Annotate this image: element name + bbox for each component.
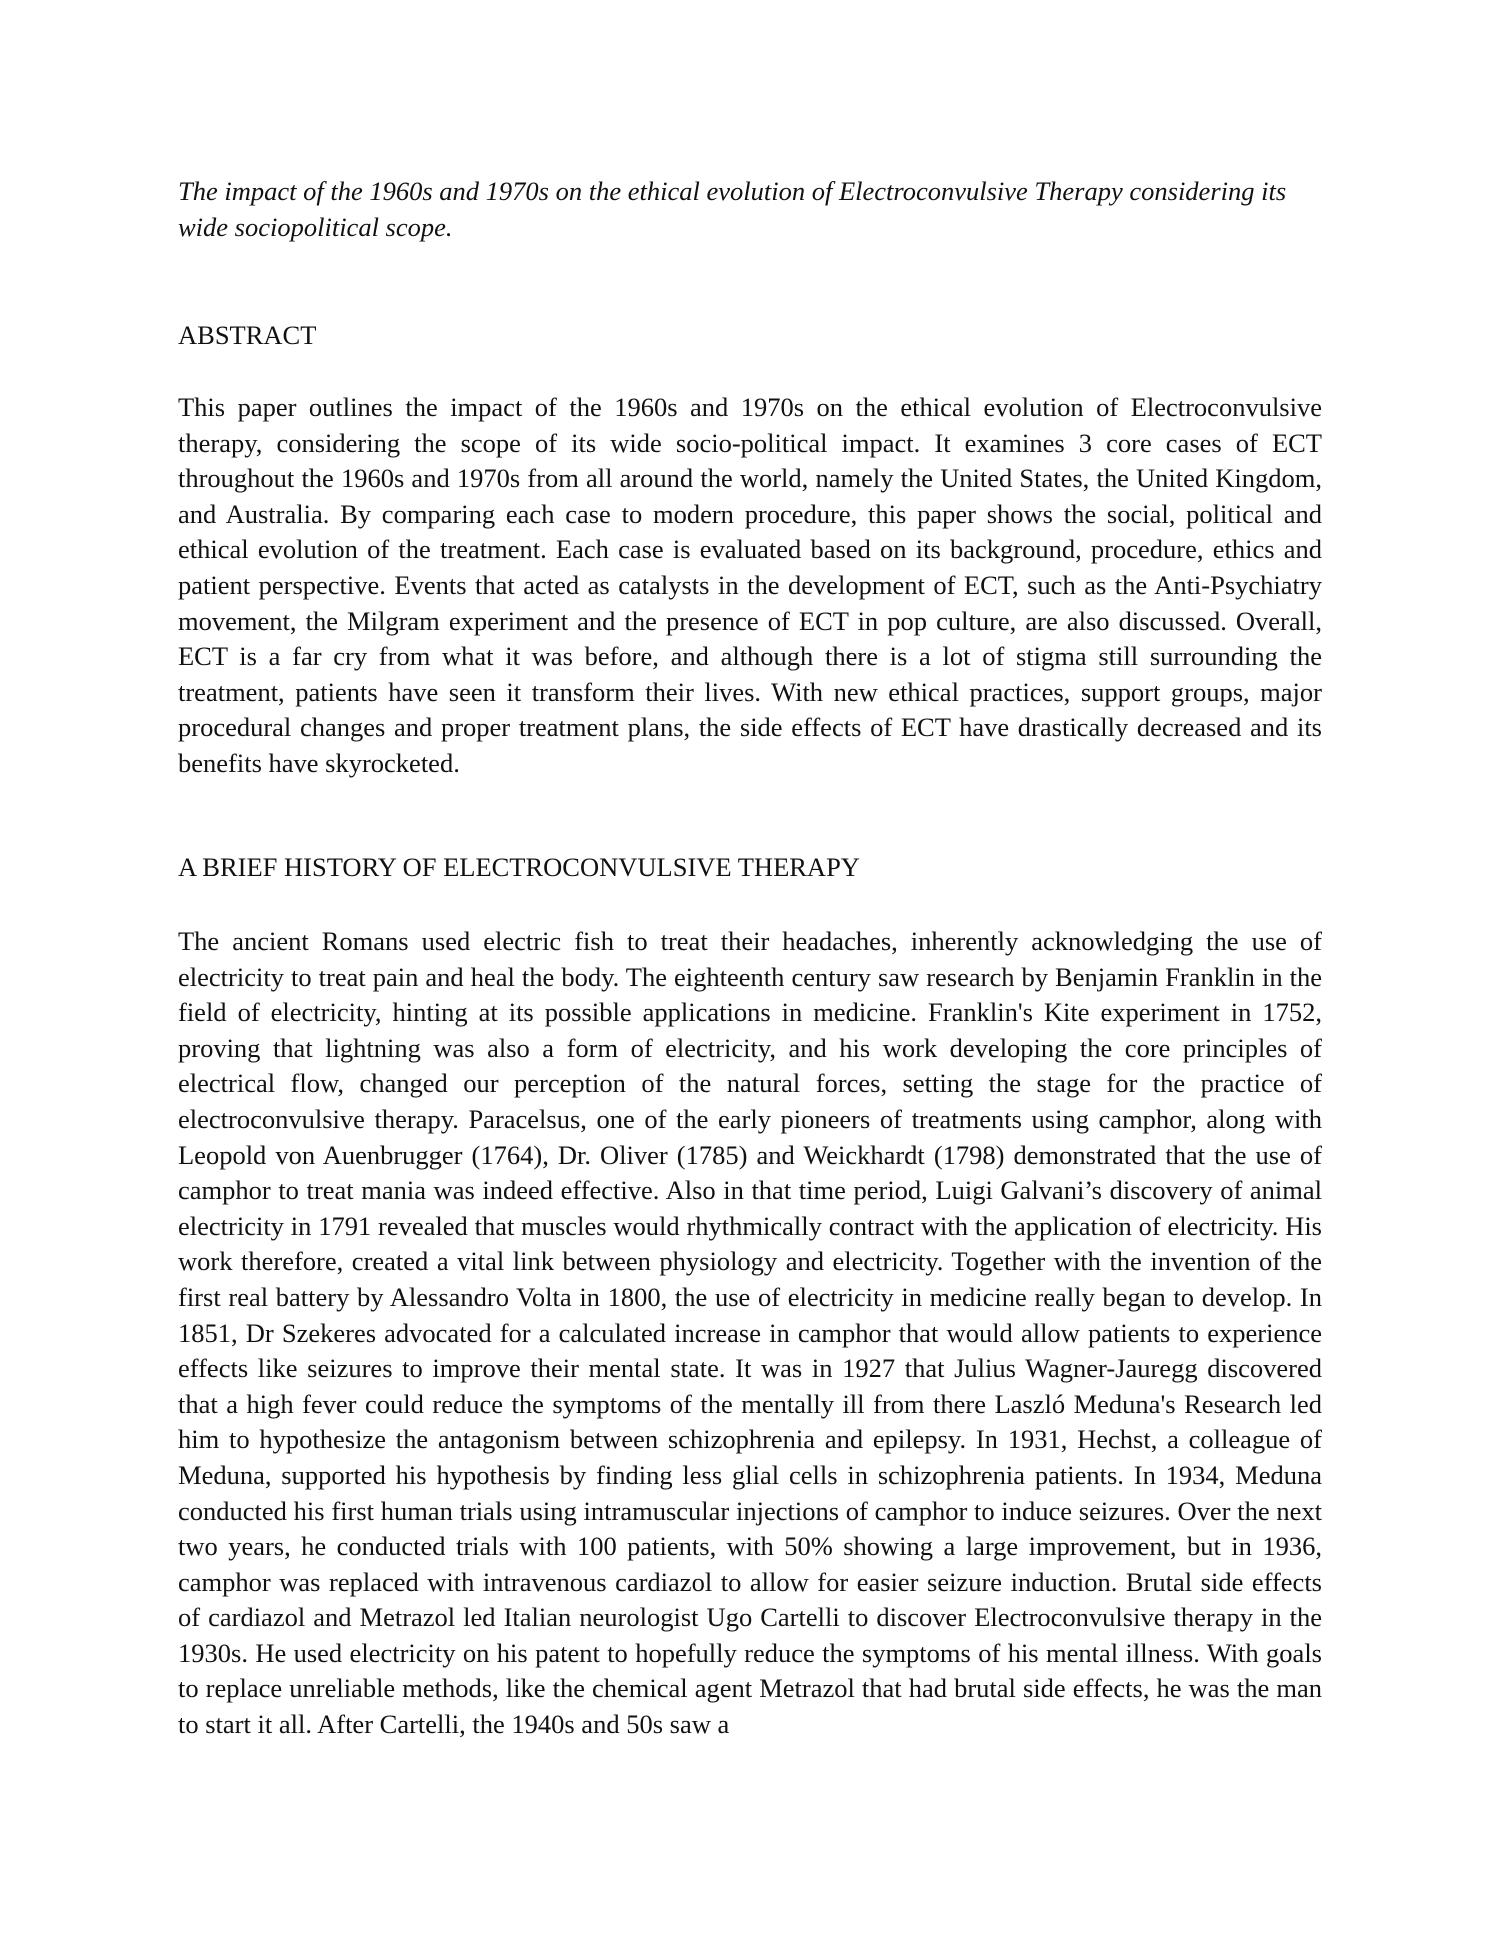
abstract-paragraph: This paper outlines the impact of the 1960s and 1970s on the ethical evolution of Electroconvulsive therapy, considering the scope of its wide socio-political impact. It examines 3 core cases of ECT throughout the 1960s and 1970s from all around the world, namely the United States, the United Kingdom, and Australia. By comparing each case to modern procedure, this paper shows the social, political and ethical evolution of the treatment. Each case is evaluated based on its background, procedure, ethics and patient perspective. Events that acted as catalysts in the development of ECT, such as the Anti-Psychiatry movement, the Milgram experiment and the presence of ECT in pop culture, are also discussed. Overall, ECT is a far cry from what it was before, and although there is a lot of stigma still surrounding the treatment, patients have seen it transform their lives. With new ethical practices, support groups, major procedural changes and proper treatment plans, the side effects of ECT have drastically decreased and its benefits have skyrocketed. — [178, 392, 1322, 778]
section-heading-abstract: ABSTRACT — [178, 320, 317, 350]
document-title: The impact of the 1960s and 1970s on the ethical evolution of Electroconvulsive Therapy considering its wide sociopolitical scope. — [178, 176, 1287, 242]
history-paragraph: The ancient Romans used electric fish to treat their headaches, inherently acknowledging the use of electricity to treat pain and heal the body. The eighteenth century saw research by Benjamin Franklin in the field of electricity, hinting at its possible applications in medicine. Franklin's Kite experiment in 1752, proving that lightning was also a form of electricity, and his work developing the core principles of electrical flow, changed our perception of the natural forces, setting the stage for the practice of electroconvulsive therapy. Paracelsus, one of the early pioneers of treatments using camphor, along with Leopold von Auenbrugger (1764), Dr. Oliver (1785) and Weickhardt (1798) demonstrated that the use of camphor to treat mania was indeed effective. Also in that time period, Luigi Galvani’s discovery of animal electricity in 1791 revealed that muscles would rhythmically contract with the application of electricity. His work therefore, created a vital link between physiology and electricity. Together with the invention of the first real battery by Alessandro Volta in 1800, the use of electricity in medicine really began to develop. In 1851, Dr Szekeres advocated for a calculated increase in camphor that would allow patients to experience effects like seizures to improve their mental state. It was in 1927 that Julius Wagner-Jauregg discovered that a high fever could reduce the symptoms of the mentally ill from there Laszló Meduna's Research led him to hypothesize the antagonism between schizophrenia and epilepsy. In 1931, Hechst, a colleague of Meduna, supported his hypothesis by finding less glial cells in schizophrenia patients. In 1934, Meduna conducted his first human trials using intramuscular injections of camphor to induce seizures. Over the next two years, he conducted trials with 100 patients, with 50% showing a large improvement, but in 1936, camphor was replaced with intravenous cardiazol to allow for easier seizure induction. Brutal side effects of cardiazol and Metrazol led Italian neurologist Ugo Cartelli to discover Electroconvulsive therapy in the 1930s. He used electricity on his patent to hopefully reduce the symptoms of his mental illness. With goals to replace unreliable methods, like the chemical agent Metrazol that had brutal side effects, he was the man to start it all. After Cartelli, the 1940s and 50s saw a — [178, 926, 1322, 1740]
section-heading-history: A BRIEF HISTORY OF ELECTROCONVULSIVE THERAPY — [178, 852, 860, 882]
